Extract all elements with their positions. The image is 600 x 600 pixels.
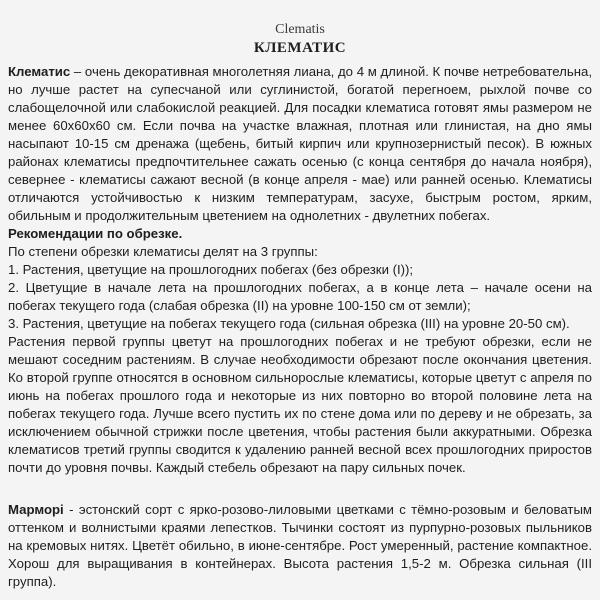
section-divider bbox=[8, 477, 592, 501]
variety-name: Марморi bbox=[8, 502, 64, 517]
pruning-group-1: 1. Растения, цветущие на прошлогодних побегах (без обрезки (I)); bbox=[8, 262, 414, 277]
intro-text: – очень декоративная многолетняя лиана, до 4 м длиной. К почве нетребовательна, но лучше растет на супесчаной или суглинистой, богатой перегноем, рыхлой почве со слабощелочной или слабокислой реакцией. Для посадки клематиса готовят ямы размером не менее 60х60х60 см. Если почва на участке влажная, плотная или глинистая, на дно ямы насыпают 10-15 см дренажа (щебень, битый кирпич или крупнозернистый песок). В южных районах клематисы предпочтительнее сажать осенью (с конца сентября до начала ноября), севернее - клематисы сажают весной (в конце апреля - мае) или ранней осенью. Клематисы отличаются устойчивостью к низким температурам, засухе, быстрым ростом, ярким, обильным и продолжительным цветением на однолетних - двулетних побегах. bbox=[8, 64, 592, 223]
header bbox=[8, 0, 592, 57]
intro-paragraph bbox=[8, 63, 592, 225]
pruning-heading: Рекомендации по обрезке. bbox=[8, 226, 183, 241]
intro-term: Клематис bbox=[8, 64, 71, 79]
variety-text: - эстонский сорт с ярко-розово-лиловыми цветками с тёмно-розовым и беловатым оттенком и волнистыми краями лепестков. Тычинки состоят из пурпурно-розовых пыльников на кремовых нитях. Цветёт обильно, в июне-сентябре. Рост умеренный, растение компактное. Хорош для выращивания в контейнерах. Высота растения 1,5-2 м. Обрезка сильная (III группа). bbox=[8, 502, 592, 589]
variety-paragraph bbox=[8, 501, 592, 591]
pruning-lead: По степени обрезки клематисы делят на 3 группы: bbox=[8, 244, 318, 259]
pruning-group-3: 3. Растения, цветущие на побегах текущего года (сильная обрезка (III) на уровне 20-50 см). bbox=[8, 316, 570, 331]
pruning-group-2: 2. Цветущие в начале лета на прошлогодних побегах, а в конце лета – начале осени на побегах текущего года (слабая обрезка (II) на уровне 100-150 см от земли); bbox=[8, 280, 592, 313]
latin-title: Clematis bbox=[275, 22, 325, 37]
page-title: КЛЕМАТИС bbox=[253, 40, 347, 56]
pruning-details: Растения первой группы цветут на прошлогодних побегах и не требуют обрезки, если не мешают соседним растениям. В случае необходимости обрезают после окончания цветения. Ко второй группе относятся в основном сильнорослые клематисы, которые цветут с апреля по июнь на побегах прошлого года и некоторые из них повторно во второй половине лета на побегах текущего года. Лучше всего пустить их по стене дома или по дереву и не обрезать, за исключением обычной стрижки после цветения, чтобы растения были аккуратными. Обрезка клематисов третий группы сводится к удалению ранней весной всех прошлогодних приростов почти до уровня почвы. Каждый стебель обрезают на пару сильных почек. bbox=[8, 334, 592, 475]
